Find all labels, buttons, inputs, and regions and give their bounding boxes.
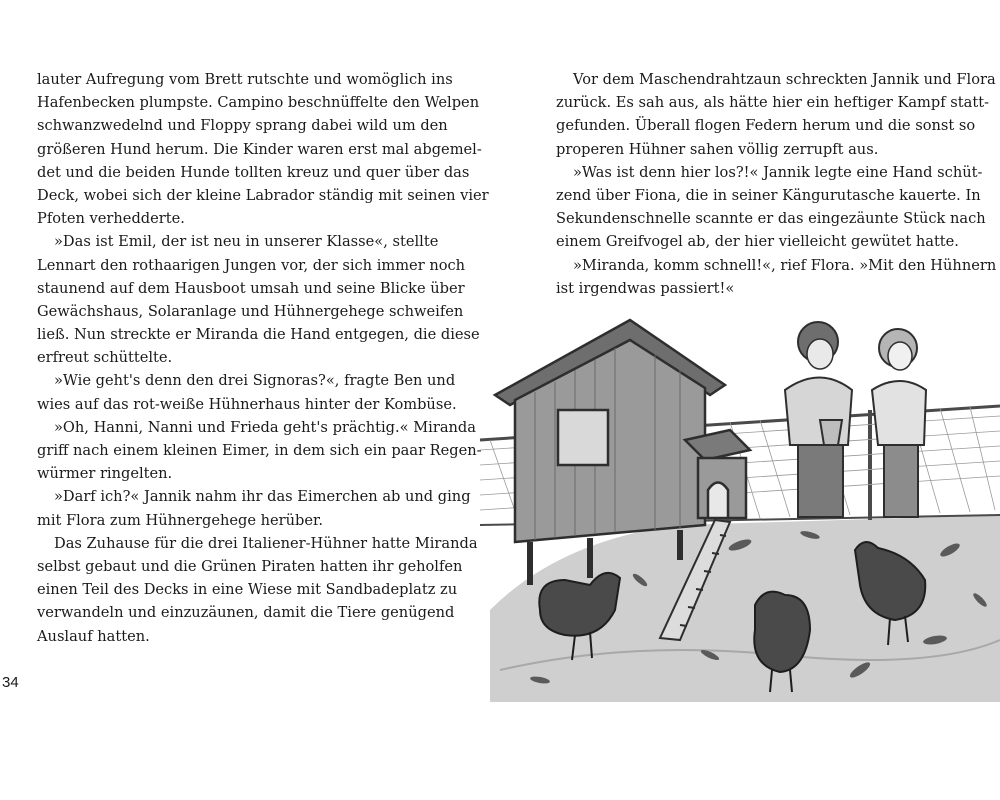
text-line: properen Hühner sahen völlig zerrupft aus. bbox=[556, 140, 879, 158]
page-number: 34 bbox=[2, 674, 19, 691]
text-line: ließ. Nun streckte er Miranda die Hand entgegen, die diese bbox=[37, 326, 480, 344]
text-line: Deck, wobei sich der kleine Labrador ständig mit seinen vier bbox=[37, 186, 489, 204]
left-text-column bbox=[37, 68, 489, 648]
right-text-column bbox=[556, 68, 997, 300]
text-line: Sekundenschnelle scannte er das eingezäunte Stück nach bbox=[556, 210, 986, 228]
text-line: Hafenbecken plumpste. Campino beschnüffelte den Welpen bbox=[37, 94, 480, 112]
text-line: größeren Hund herum. Die Kinder waren erst mal abgemel- bbox=[37, 140, 482, 158]
bucket bbox=[820, 420, 842, 445]
text-line: Das Zuhause für die drei Italiener-Hühner hatte Miranda bbox=[54, 534, 478, 552]
text-line: gefunden. Überall flogen Federn herum und die sonst so bbox=[556, 117, 976, 135]
text-line: staunend auf dem Hausboot umsah und seine Blicke über bbox=[37, 279, 465, 297]
girl-legs bbox=[884, 445, 918, 517]
text-line: einem Greifvogel ab, der hier vielleicht gewütet hatte. bbox=[556, 233, 959, 251]
text-line: verwandeln und einzuzäunen, damit die Tiere genügend bbox=[37, 604, 455, 622]
text-line: mit Flora zum Hühnergehege herüber. bbox=[37, 511, 324, 529]
text-line: »Was ist denn hier los?!« Jannik legte eine Hand schüt- bbox=[573, 163, 983, 181]
text-line: schwanzwedelnd und Floppy sprang dabei wild um den bbox=[37, 117, 448, 135]
text-line: »Darf ich?« Jannik nahm ihr das Eimerchen ab und ging bbox=[54, 488, 471, 506]
text-line: zend über Fiona, die in seiner Kängurutasche kauerte. In bbox=[556, 186, 981, 204]
text-line: Auslauf hatten. bbox=[37, 627, 150, 645]
text-line: lauter Aufregung vom Brett rutschte und womöglich ins bbox=[37, 71, 453, 88]
text-line: erfreut schüttelte. bbox=[37, 349, 173, 367]
text-line: zurück. Es sah aus, als hätte hier ein heftiger Kampf statt- bbox=[556, 94, 989, 112]
boy-legs bbox=[798, 445, 843, 517]
coop-window bbox=[558, 410, 608, 465]
children-figures bbox=[785, 322, 926, 517]
coop-door bbox=[708, 483, 728, 519]
text-line: »Das ist Emil, der ist neu in unserer Klasse«, stellte bbox=[54, 233, 439, 251]
girl-body bbox=[872, 381, 926, 445]
text-line: einen Teil des Decks in eine Wiese mit Sandbadeplatz zu bbox=[37, 581, 458, 599]
text-line: selbst gebaut und die Grünen Piraten hatten ihr geholfen bbox=[37, 557, 463, 575]
boy-body bbox=[785, 378, 852, 446]
chicken-coop-illustration bbox=[480, 310, 1000, 702]
text-line: würmer ringelten. bbox=[37, 465, 173, 483]
text-line: det und die beiden Hunde tollten kreuz und quer über das bbox=[37, 163, 470, 181]
text-line: griff nach einem kleinen Eimer, in dem sich ein paar Regen- bbox=[37, 442, 482, 459]
text-line: Lennart den rothaarigen Jungen vor, der sich immer noch bbox=[37, 256, 466, 274]
text-line: »Miranda, komm schnell!«, rief Flora. »Mit den Hühnern bbox=[573, 256, 997, 274]
text-line: Vor dem Maschendrahtzaun schreckten Jannik und Flora bbox=[573, 71, 996, 88]
text-line: »Oh, Hanni, Nanni und Frieda geht's prächtig.« Miranda bbox=[54, 418, 476, 436]
text-line: Gewächshaus, Solaranlage und Hühnergehege schweifen bbox=[37, 302, 464, 320]
text-line: ist irgendwas passiert!« bbox=[556, 279, 735, 297]
text-line: Pfoten verhedderte. bbox=[37, 210, 185, 228]
text-line: wies auf das rot-weiße Hühnerhaus hinter der Kombüse. bbox=[37, 395, 457, 413]
text-line: »Wie geht's denn den drei Signoras?«, fragte Ben und bbox=[54, 372, 456, 390]
